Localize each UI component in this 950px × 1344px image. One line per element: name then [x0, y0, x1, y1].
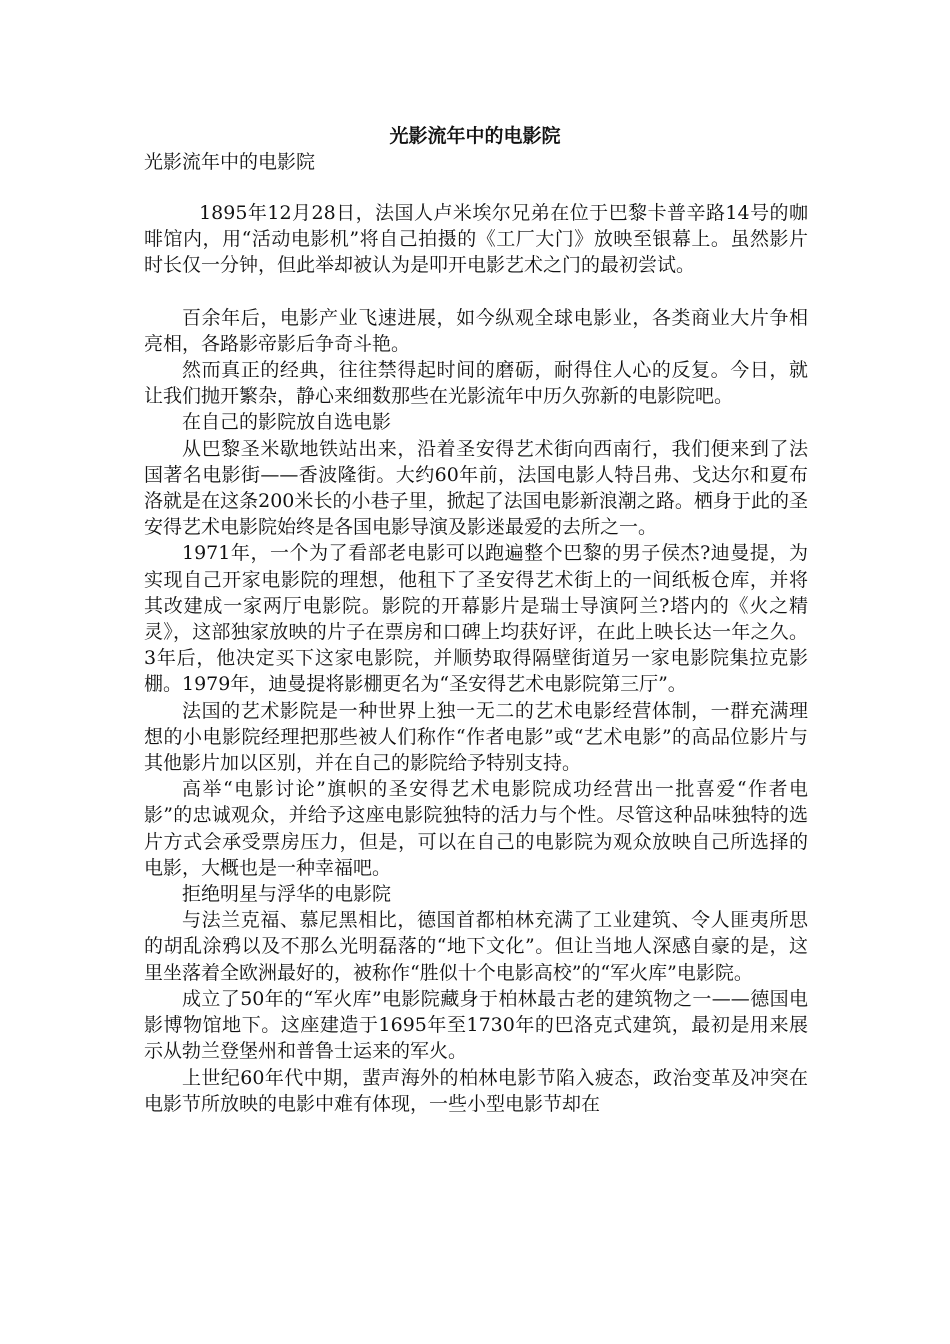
- paragraph: 1895年12月28日，法国人卢米埃尔兄弟在位于巴黎卡普辛路14号的咖啡馆内，用“活动电影机”将自己拍摄的《工厂大门》放映至银幕上。虽然影片时长仅一分钟，但此举却被认为是叩开电影艺术之门的最初尝试。: [144, 202, 808, 277]
- paragraph: 百余年后，电影产业飞速进展，如今纵观全球电影业，各类商业大片争相亮相，各路影帝影后争奇斗艳。: [144, 306, 808, 355]
- document-subtitle: 光影流年中的电影院: [144, 151, 316, 173]
- paragraph: 然而真正的经典，往往禁得起时间的磨砺，耐得住人心的反复。今日，就让我们抛开繁杂，静心来细数那些在光影流年中历久弥新的电影院吧。: [144, 359, 808, 408]
- section-heading: 拒绝明星与浮华的电影院: [182, 883, 392, 906]
- paragraph: 成立了50年的“军火库”电影院藏身于柏林最古老的建筑物之一——德国电影博物馆地下。这座建造于1695年至1730年的巴洛克式建筑，最初是用来展示从勃兰登堡州和普鲁士运来的军火。: [144, 987, 808, 1063]
- paragraph: 高举“电影讨论”旗帜的圣安得艺术电影院成功经营出一批喜爱“作者电影”的忠诚观众，并给予这座电影院独特的活力与个性。尽管这种品味独特的选片方式会承受票房压力，但是，可以在自己的电影院为观众放映自己所选择的电影，大概也是一种幸福吧。: [144, 778, 808, 879]
- paragraph: 1971年，一个为了看部老电影可以跑遍整个巴黎的男子侯杰?迪曼提，为实现自己开家电影院的理想，他租下了圣安得艺术街上的一间纸板仓库，并将其改建成一家两厅电影院。影院的开幕影片是瑞士导演阿兰?塔内的《火之精灵》，这部独家放映的片子在票房和口碑上均获好评，在此上映长达一年之久。3年后，他决定买下这家电影院，并顺势取得隔壁街道另一家电影院集拉克影棚。1979年，迪曼提将影棚更名为“圣安得艺术电影院第三厅”。: [144, 542, 808, 696]
- paragraph: 与法兰克福、慕尼黑相比，德国首都柏林充满了工业建筑、令人匪夷所思的胡乱涂鸦以及不那么光明磊落的“地下文化”。但让当地人深感自豪的是，这里坐落着全欧洲最好的，被称作“胜似十个电影高校”的“军火库”电影院。: [144, 909, 808, 984]
- paragraph: 法国的艺术影院是一种世界上独一无二的艺术电影经营体制，一群充满理想的小电影院经理把那些被人们称作“作者电影”或“艺术电影”的高品位影片与其他影片加以区别，并在自己的影院给予特别支持。: [144, 699, 808, 775]
- paragraph: 上世纪60年代中期，蜚声海外的柏林电影节陷入疲态，政治变革及冲突在电影节所放映的电影中难有体现，一些小型电影节却在: [144, 1066, 808, 1115]
- document-body: [144, 200, 808, 1117]
- section-heading: 在自己的影院放自选电影: [182, 411, 392, 434]
- paragraph: 从巴黎圣米歇地铁站出来，沿着圣安得艺术街向西南行，我们便来到了法国著名电影街——香波隆街。大约60年前，法国电影人特吕弗、戈达尔和夏布洛就是在这条200米长的小巷子里，掀起了法国电影新浪潮之路。栖身于此的圣安得艺术电影院始终是各国电影导演及影迷最爱的去所之一。: [144, 437, 808, 539]
- document-title: 光影流年中的电影院: [389, 125, 561, 147]
